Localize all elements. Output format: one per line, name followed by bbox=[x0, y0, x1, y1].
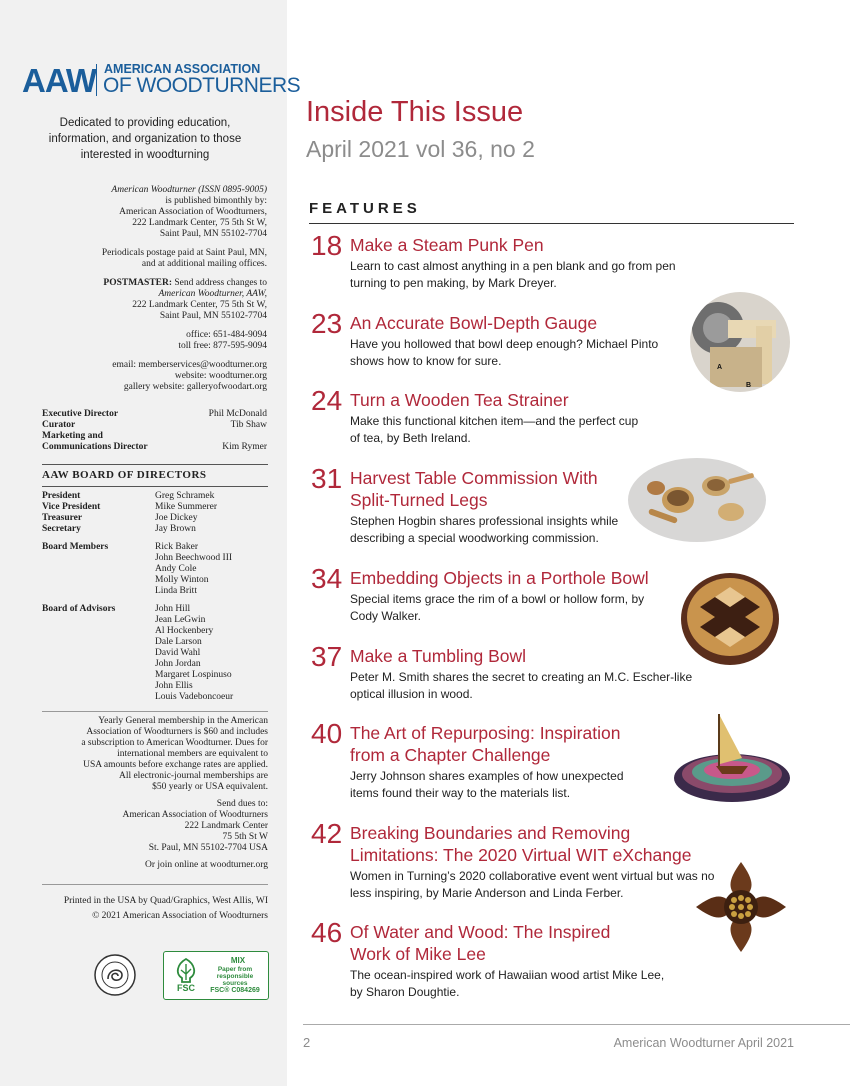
page-number: 42 bbox=[311, 818, 343, 849]
page-number: 18 bbox=[311, 230, 343, 261]
email-link[interactable]: email: memberservices@woodturner.org bbox=[112, 360, 267, 370]
printer-line: Printed in the USA by Quad/Graphics, West Allis, WI bbox=[63, 896, 268, 906]
membership-line: Association of Woodturners is $60 and includes bbox=[86, 727, 268, 737]
pub-line: Periodicals postage paid at Saint Paul, MN, bbox=[101, 248, 267, 258]
website-link[interactable]: website: woodturner.org bbox=[174, 371, 267, 381]
officer-role: President bbox=[42, 491, 81, 501]
pub-line: American Woodturner (ISSN 0895-9005) bbox=[111, 185, 267, 195]
fsc-badge bbox=[163, 951, 269, 1000]
fsc-line: responsible sources bbox=[216, 973, 254, 987]
seal-icon bbox=[93, 953, 137, 997]
feature-description: Peter M. Smith shares the secret to creating an M.C. Escher-like optical illusion in wood. bbox=[350, 670, 693, 701]
staff-role: Executive Director bbox=[42, 409, 119, 419]
officer-role: Secretary bbox=[42, 524, 81, 534]
feature-title[interactable]: An Accurate Bowl-Depth Gauge bbox=[350, 313, 598, 333]
advisor-name: Dale Larson bbox=[155, 637, 202, 647]
membership-line: a subscription to American Woodturner. Dues for bbox=[81, 738, 268, 748]
divider bbox=[42, 884, 268, 885]
officer-name: Joe Dickey bbox=[155, 513, 198, 523]
membership-line: $50 yearly or USA equivalent. bbox=[152, 782, 268, 792]
advisor-name: Al Hockenbery bbox=[155, 626, 214, 636]
phone-paragraph bbox=[42, 330, 267, 352]
staff-name: Kim Rymer bbox=[222, 442, 267, 452]
publication-info bbox=[42, 185, 267, 401]
officer-role: Vice President bbox=[42, 502, 101, 512]
advisor-name: Jean LeGwin bbox=[155, 615, 206, 625]
officer-names bbox=[155, 491, 217, 535]
tollfree-phone: toll free: 877-595-9094 bbox=[178, 341, 267, 351]
flower-bowl-photo bbox=[694, 860, 788, 954]
advisor-name: John Ellis bbox=[155, 681, 193, 691]
divider bbox=[42, 486, 268, 487]
postmaster-paragraph bbox=[42, 278, 267, 322]
feature-title[interactable]: The Art of Repurposing: Inspiration from a Chapter Challenge bbox=[350, 723, 621, 765]
page-number: 23 bbox=[311, 308, 343, 339]
advisor-name: John Hill bbox=[155, 604, 191, 614]
fsc-mix: MIX bbox=[230, 956, 246, 965]
copyright-line: © 2021 American Association of Woodturners bbox=[92, 911, 268, 921]
staff-list bbox=[42, 409, 267, 453]
feature-title[interactable]: Harvest Table Commission With Split-Turned Legs bbox=[350, 468, 598, 510]
staff-name: Phil McDonald bbox=[208, 409, 267, 419]
feature-description: Have you hollowed that bowl deep enough? Michael Pinto shows how to know for sure. bbox=[350, 337, 659, 368]
feature-title[interactable]: Make a Tumbling Bowl bbox=[350, 646, 527, 666]
section-heading: FEATURES bbox=[309, 200, 421, 217]
dues-paragraph bbox=[42, 799, 268, 854]
feature-title[interactable]: Make a Steam Punk Pen bbox=[350, 235, 544, 255]
feature-description: Learn to cast almost anything in a pen blank and go from pen turning to pen making, by Mark Dreyer. bbox=[350, 259, 676, 290]
membership-line: USA amounts before exchange rates are applied. bbox=[83, 760, 268, 770]
dues-line: 222 Landmark Center bbox=[184, 821, 268, 831]
pub-line: Saint Paul, MN 55102-7704 bbox=[159, 229, 267, 239]
office-phone: office: 651-484-9094 bbox=[186, 330, 267, 340]
page-title: Inside This Issue bbox=[306, 96, 524, 128]
feature-title[interactable]: Breaking Boundaries and Removing Limitations: The 2020 Virtual WIT eXchange bbox=[350, 823, 692, 865]
logo-abbreviation: AAW bbox=[22, 62, 96, 99]
tagline: Dedicated to providing education, information, and organization to those interested in woodturning bbox=[48, 117, 242, 161]
feature-description: Stephen Hogbin shares professional insights while describing a special woodworking commission. bbox=[350, 514, 619, 545]
pub-line: 222 Landmark Center, 75 5th St W, bbox=[132, 300, 267, 310]
tumbling-bowl-photo bbox=[680, 572, 780, 666]
advisor-name: David Wahl bbox=[155, 648, 201, 658]
section-rule bbox=[309, 223, 794, 224]
staff-name: Tib Shaw bbox=[230, 420, 267, 430]
pub-line: is published bimonthly by: bbox=[165, 196, 267, 206]
staff-row bbox=[42, 409, 267, 420]
gallery-link[interactable]: gallery website: galleryofwoodart.org bbox=[123, 382, 267, 392]
aaw-logo bbox=[22, 60, 301, 100]
board-member-name: Rick Baker bbox=[155, 542, 199, 552]
printing-info bbox=[42, 894, 268, 924]
officer-name: Greg Schramek bbox=[155, 491, 215, 501]
footer-rule bbox=[303, 1024, 850, 1025]
page-number: 46 bbox=[311, 917, 343, 948]
footer-magazine: American Woodturner April 2021 bbox=[613, 1036, 794, 1050]
dues-line: 75 5th St W bbox=[222, 832, 268, 842]
pub-line: and at additional mailing offices. bbox=[141, 259, 267, 269]
advisor-name: Margaret Lospinuso bbox=[155, 670, 232, 680]
dues-line: St. Paul, MN 55102-7704 USA bbox=[148, 843, 268, 853]
feature-description: The ocean-inspired work of Hawaiian wood artist Mike Lee, by Sharon Doughtie. bbox=[350, 968, 665, 999]
staff-role: Marketing and bbox=[42, 431, 103, 441]
staff-row bbox=[42, 442, 267, 453]
board-member-name: Molly Winton bbox=[155, 575, 209, 585]
board-members-label: Board Members bbox=[42, 542, 109, 552]
divider bbox=[42, 711, 268, 712]
postmaster-label: POSTMASTER: bbox=[103, 278, 173, 288]
fsc-code: FSC® C084269 bbox=[210, 987, 260, 994]
membership-line: international members are equivalent to bbox=[117, 749, 268, 759]
logo-line-2: OF WOODTURNERS bbox=[103, 74, 301, 97]
dues-line: American Association of Woodturners bbox=[122, 810, 268, 820]
officer-labels bbox=[42, 491, 100, 535]
fsc-logo-text: FSC bbox=[177, 983, 195, 993]
feature-title[interactable]: Of Water and Wood: The Inspired Work of Mike Lee bbox=[350, 922, 611, 964]
feature-description: Women in Turning’s 2020 collaborative event went virtual but was no less inspiring, by Marie Anderson and Linda Ferber. bbox=[350, 869, 715, 900]
staff-role: Communications Director bbox=[42, 442, 148, 452]
staff-row bbox=[42, 431, 267, 442]
divider bbox=[42, 464, 268, 465]
issue-subtitle: April 2021 vol 36, no 2 bbox=[306, 136, 535, 162]
tea-strainer-photo bbox=[628, 458, 766, 542]
officers-list bbox=[42, 491, 268, 537]
board-members-list bbox=[42, 542, 268, 600]
photo-label-a: A bbox=[717, 364, 723, 371]
advisor-name: Louis Vadeboncoeur bbox=[155, 692, 234, 702]
advisors-label: Board of Advisors bbox=[42, 604, 116, 614]
pub-line: Send address changes to bbox=[172, 278, 267, 288]
feature-title[interactable]: Turn a Wooden Tea Strainer bbox=[350, 390, 569, 410]
board-member-names bbox=[155, 542, 232, 597]
page-number: 40 bbox=[311, 718, 343, 749]
dues-line: Send dues to: bbox=[216, 799, 268, 809]
board-member-name: Linda Britt bbox=[155, 586, 197, 596]
feature-description: Jerry Johnson shares examples of how unexpected items found their way to the materials list. bbox=[350, 769, 624, 800]
page-number: 34 bbox=[311, 563, 343, 594]
postage-paragraph bbox=[42, 248, 267, 270]
board-member-name: Andy Cole bbox=[155, 564, 197, 574]
depth-gauge-photo bbox=[690, 292, 790, 392]
photo-label-b: B bbox=[746, 382, 752, 389]
logo-line-1: AMERICAN ASSOCIATION bbox=[104, 62, 261, 76]
advisor-name: John Jordan bbox=[155, 659, 201, 669]
page-number: 31 bbox=[311, 463, 343, 494]
membership-paragraph bbox=[42, 716, 268, 793]
publication-paragraph bbox=[42, 185, 267, 240]
board-member-name: John Beechwood III bbox=[155, 553, 233, 563]
page-number: 37 bbox=[311, 641, 343, 672]
feature-title[interactable]: Embedding Objects in a Porthole Bowl bbox=[350, 568, 649, 588]
officer-name: Jay Brown bbox=[155, 524, 196, 534]
officer-name: Mike Summerer bbox=[155, 502, 218, 512]
repurposing-sculpture-photo bbox=[672, 712, 792, 808]
membership-info bbox=[42, 716, 268, 877]
membership-line: Yearly General membership in the American bbox=[98, 716, 268, 726]
pub-line: American Association of Woodturners, bbox=[119, 207, 267, 217]
membership-line: All electronic-journal memberships are bbox=[118, 771, 268, 781]
pub-line: 222 Landmark Center, 75 5th St W, bbox=[132, 218, 267, 228]
footer-page-number: 2 bbox=[303, 1035, 311, 1050]
advisors-list bbox=[42, 604, 268, 708]
pub-line: American Woodturner, AAW, bbox=[158, 289, 267, 299]
feature-description: Make this functional kitchen item—and the perfect cup of tea, by Beth Ireland. bbox=[350, 414, 639, 445]
board-title: AAW BOARD OF DIRECTORS bbox=[42, 469, 207, 481]
page-number: 24 bbox=[311, 385, 343, 416]
fsc-tree-icon bbox=[169, 956, 203, 994]
fsc-description bbox=[204, 966, 266, 987]
feature-description: Special items grace the rim of a bowl or hollow form, by Cody Walker. bbox=[350, 592, 645, 623]
officer-role: Treasurer bbox=[42, 513, 83, 523]
logo-divider bbox=[96, 64, 97, 96]
fsc-line: Paper from bbox=[217, 966, 253, 973]
staff-row bbox=[42, 420, 267, 431]
staff-role: Curator bbox=[42, 420, 76, 430]
contact-paragraph bbox=[42, 360, 267, 393]
join-online[interactable]: Or join online at woodturner.org bbox=[144, 860, 268, 870]
advisor-names bbox=[155, 604, 233, 703]
pub-line: Saint Paul, MN 55102-7704 bbox=[159, 311, 267, 321]
